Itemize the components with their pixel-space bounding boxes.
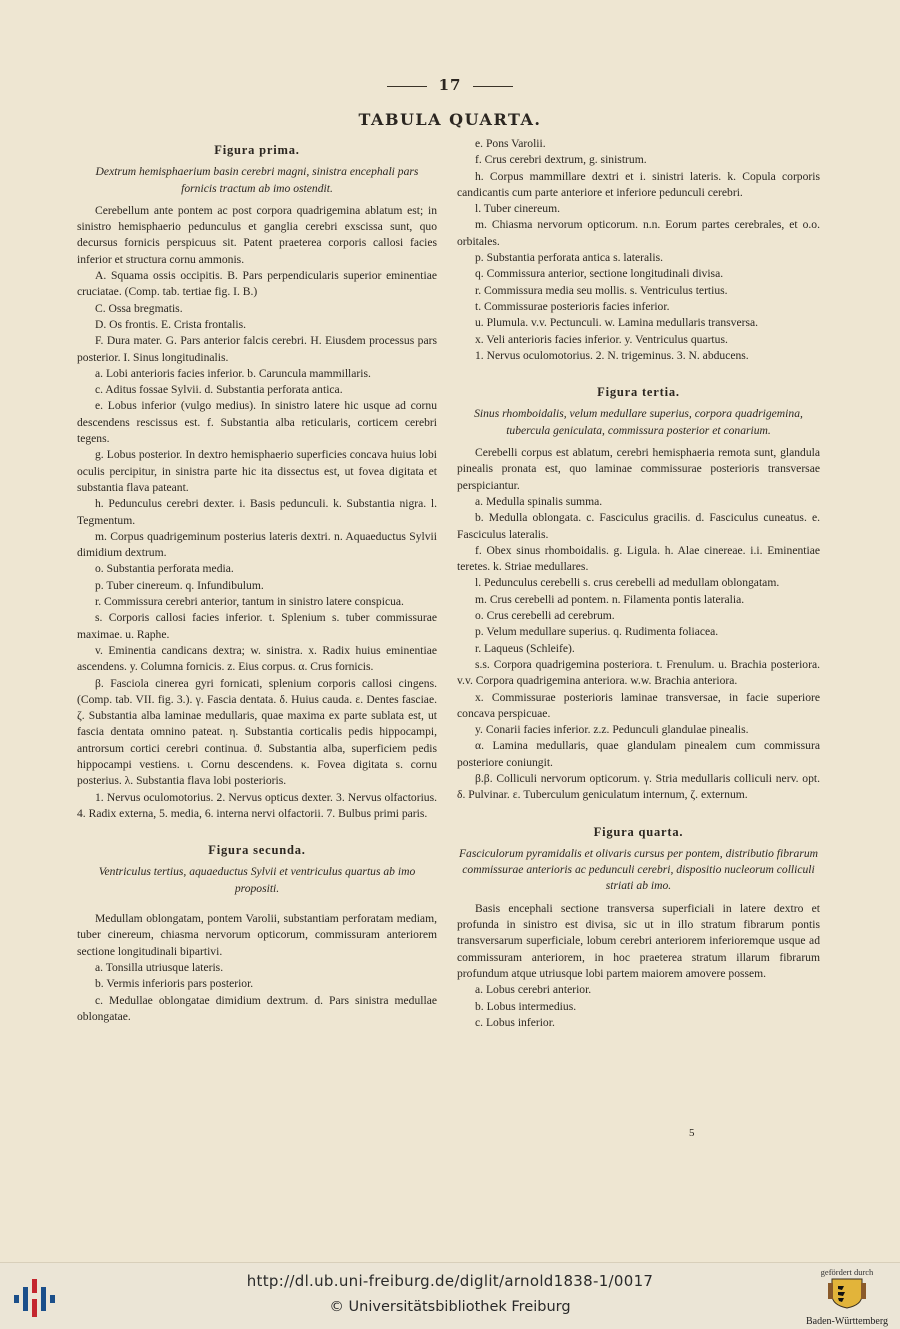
sponsor-label: gefördert durch (820, 1267, 874, 1277)
fig1-paragraph: Cerebellum ante pontem ac post corpora quadrigemina ablatum est; in sinistro hemisphaerio pedunculus et ganglia cerebri exscissa sunt, quo decursus fornicis perspicuus sit. Patent praeterea corporis callosi facies inferior et structura cornu ammonis. (77, 203, 437, 266)
fig2-paragraph: p. Substantia perforata antica s. lateralis. (475, 251, 664, 265)
fig1-paragraph: r. Commissura cerebri anterior, tantum in sinistro latere conspicua. (95, 595, 404, 609)
fig2-paragraph: r. Commissura media seu mollis. s. Ventriculus tertius. (475, 283, 728, 297)
fig1-paragraph: p. Tuber cinereum. q. Infundibulum. (95, 578, 264, 592)
fig2-paragraph: Medullam oblongatam, pontem Varolii, substantiam perforatam mediam, tuber cinereum, chiasma nervorum opticorum, commissuram anteriorem sectione longitudinali bipartivi. (77, 912, 437, 958)
fig1-paragraph: a. Lobi anterioris facies inferior. b. Caruncula mammillaris. (95, 366, 371, 380)
fig1-paragraph: β. Fasciola cinerea gyri fornicati, splenium corporis callosi cingens. (Comp. tab. VII. fig. 3.). γ. Fascia dentata. δ. Huius cauda. ε. Dentes fasciae. ζ. Substantia alba laminae medullaris, quae maxima ex parte sublata est, ut fascia dentata omnino pateat. η. Substantia corticalis pedis hippocampi, antrorsum cortici cerebri continua. ϑ. Substantia alba, superficiem pedis hippocampi vestiens. ι. Cornu descendens. κ. Fovea digitata s. cornu posterius. λ. Substantia flava lobi posterioris. (77, 676, 437, 788)
fig2-paragraph: h. Corpus mammillare dextri et i. sinistri lateris. k. Copula corporis candicantis cum parte anteriore et inferiore pedunculi cerebri. (457, 169, 820, 199)
fig1-paragraph: o. Substantia perforata media. (95, 562, 234, 576)
fig3-paragraph: Cerebelli corpus est ablatum, cerebri hemisphaeria remota sunt, glandula pinealis pronata est, quo laminae commissurae posterioris transversae perspiciantur. (457, 446, 820, 492)
header-rule-right (473, 86, 513, 87)
fig1-paragraph: g. Lobus posterior. In dextro hemisphaerio superficies concava huius lobi oculis percipitur, in sinistra parte hic ita dissectus est, ut fovea digitata et substantia flava pateant. (77, 448, 437, 494)
fig4-paragraph: b. Lobus intermedius. (475, 999, 577, 1013)
fig1-paragraph: F. Dura mater. G. Pars anterior falcis cerebri. H. Eiusdem processus pars posterior. I. Sinus longitudinalis. (77, 334, 437, 364)
fig2-paragraph: a. Tonsilla utriusque lateris. (95, 960, 224, 974)
fig3-paragraph: o. Crus cerebelli ad cerebrum. (475, 609, 615, 623)
fig3-paragraph: f. Obex sinus rhomboidalis. g. Ligula. h. Alae cinereae. i.i. Eminentiae teretes. k. Striae medullares. (457, 543, 820, 574)
fig2-paragraph: u. Plumula. v.v. Pectunculi. w. Lamina medullaris transversa. (475, 316, 759, 330)
fig4-paragraph: Basis encephali sectione transversa superficiali in latere dextro et profunda in sinistro est divisa, sic ut in illo stratum fibrarum pontis transversarum superficiale, lobum cerebri anteriorem inferioremque usque ad commissuram anteriorem, in hoc praeterea stratum illarum fibrarum profundum atque utriusque lobi partem maiorem amovere possem. (457, 901, 820, 980)
fig2-paragraph: m. Chiasma nervorum opticorum. n.n. Eorum partes cerebrales, et o.o. orbitales. (457, 218, 820, 248)
fig1-paragraph: m. Corpus quadrigeminum posterius lateris dextri. n. Aquaeductus Sylvii dimidium dextrum. (77, 529, 437, 560)
fig1-paragraph: e. Lobus inferior (vulgo medius). In sinistro latere hic usque ad cornu descendens rescissus est. f. Substantia alba reticularis, corticem cerebri tegens. (77, 399, 437, 446)
fig1-paragraph: v. Eminentia candicans dextra; w. sinistra. x. Radix huius eminentiae ascendens. y. Columna fornicis. z. Eius corpus. α. Crus fornicis. (77, 643, 437, 674)
right-column (457, 136, 820, 1031)
page-number: 17 (438, 76, 462, 94)
fig3-paragraph: y. Conarii facies inferior. z.z. Pedunculi glandulae pinealis. (475, 723, 749, 737)
fig4-heading: Figura quarta. (593, 824, 684, 839)
page-number-header (0, 76, 900, 94)
fig2-paragraph: x. Veli anterioris facies inferior. y. Ventriculus quartus. (475, 332, 728, 346)
fig3-paragraph: α. Lamina medullaris, quae glandulam pinealem cum commissura posteriore coniungit. (457, 739, 820, 769)
fig3-description: Sinus rhomboidalis, velum medullare superius, corpora quadrigemina, tubercula geniculata, commissura posterior et conarium. (474, 407, 803, 437)
state-coat-of-arms-icon (828, 1277, 866, 1309)
fig3-paragraph: s.s. Corpora quadrigemina posteriora. t. Frenulum. u. Brachia posteriora. v.v. Corpora quadrigemina anteriora. w.w. Brachia anteriora. (457, 657, 820, 688)
fig2-paragraph: t. Commissurae posterioris facies inferior. (475, 299, 670, 313)
fig3-paragraph: β.β. Colliculi nervorum opticorum. γ. Stria medullaris colliculi nerv. opt. δ. Pulvinar. ε. Tuberculum geniculatum internum, ζ. externum. (457, 771, 820, 802)
fig1-paragraph: 1. Nervus oculomotorius. 2. Nervus opticus dexter. 3. Nervus olfactorius. 4. Radix externa, 5. media, 6. interna nervi olfactorii. 7. Bulbus primi paris. (77, 790, 437, 820)
fig3-heading: Figura tertia. (597, 385, 680, 400)
fig1-paragraph: A. Squama ossis occipitis. B. Pars perpendicularis superior eminentiae cruciatae. (Comp. tab. tertiae fig. I. B.) (77, 269, 437, 299)
fig2-paragraph: l. Tuber cinereum. (475, 202, 561, 216)
fig1-paragraph: c. Aditus fossae Sylvii. d. Substantia perforata antica. (95, 383, 343, 397)
fig3-paragraph: m. Crus cerebelli ad pontem. n. Filamenta pontis lateralia. (475, 592, 745, 606)
fig3-paragraph: r. Laqueus (Schleife). (475, 641, 575, 655)
fig2-description: Ventriculus tertius, aquaeductus Sylvii et ventriculus quartus ab imo propositi. (98, 865, 416, 895)
fig1-description: Dextrum hemisphaerium basin cerebri magni, sinistra encephali pars fornicis tractum ab imo ostendit. (95, 165, 419, 195)
fig3-paragraph: l. Pedunculus cerebelli s. crus cerebelli ad medullam oblongatam. (475, 576, 780, 590)
fig2-paragraph: q. Commissura anterior, sectione longitudinali divisa. (475, 267, 724, 281)
fig1-paragraph: D. Os frontis. E. Crista frontalis. (95, 317, 247, 331)
sponsor-state: Baden-Württemberg (805, 1316, 888, 1327)
header-rule-left (387, 86, 427, 87)
fig1-paragraph: C. Ossa bregmatis. (95, 301, 183, 315)
fig3-paragraph: x. Commissurae posterioris laminae transversae, in facie superiore concava perspicuae. (457, 690, 820, 720)
section-gap (77, 822, 437, 838)
section-gap (457, 364, 820, 380)
fig2-paragraph: e. Pons Varolii. (475, 137, 546, 150)
fig4-description: Fasciculorum pyramidalis et olivaris cursus per pontem, distributio fibrarum commissurae anterioris ac pedunculi cerebri, dispositio nucleorum colliculi striati ab imo. (458, 846, 819, 893)
section-gap (457, 804, 820, 820)
sponsor-block (802, 1267, 892, 1327)
fig1-paragraph: s. Corporis callosi facies inferior. t. Splenium s. tuber commissurae maximae. u. Raphe. (77, 611, 437, 641)
fig2-paragraph: c. Medullae oblongatae dimidium dextrum. d. Pars sinistra medullae oblongatae. (77, 993, 437, 1023)
left-column (77, 138, 437, 1025)
section-gap (77, 903, 437, 911)
fig1-paragraph: h. Pedunculus cerebri dexter. i. Basis pedunculi. k. Substantia nigra. l. Tegmentum. (77, 497, 437, 527)
fig2-paragraph: 1. Nervus oculomotorius. 2. N. trigeminus. 3. N. abducens. (475, 348, 749, 362)
copyright-notice: © Universitätsbibliothek Freiburg (329, 1299, 571, 1315)
fig1-heading: Figura prima. (214, 143, 300, 157)
plate-title: TABULA QUARTA. (358, 110, 542, 129)
fig3-paragraph: b. Medulla oblongata. c. Fasciculus gracilis. d. Fasciculus cuneatus. e. Fasciculus lateralis. (457, 511, 820, 541)
fig3-paragraph: a. Medulla spinalis summa. (475, 494, 603, 508)
viewer-footer (0, 1262, 900, 1329)
fig2-paragraph: f. Crus cerebri dextrum, g. sinistrum. (475, 153, 647, 167)
fig4-paragraph: c. Lobus inferior. (475, 1015, 555, 1029)
fig2-heading: Figura secunda. (208, 843, 306, 858)
fig4-paragraph: a. Lobus cerebri anterior. (475, 983, 592, 997)
permalink-url[interactable]: http://dl.ub.uni-freiburg.de/diglit/arnold1838-1/0017 (246, 1272, 654, 1290)
fig3-paragraph: p. Velum medullare superius. q. Rudimenta foliacea. (475, 625, 719, 639)
printer-signature: 5 (689, 1127, 695, 1139)
fig2-paragraph: b. Vermis inferioris pars posterior. (95, 977, 254, 991)
